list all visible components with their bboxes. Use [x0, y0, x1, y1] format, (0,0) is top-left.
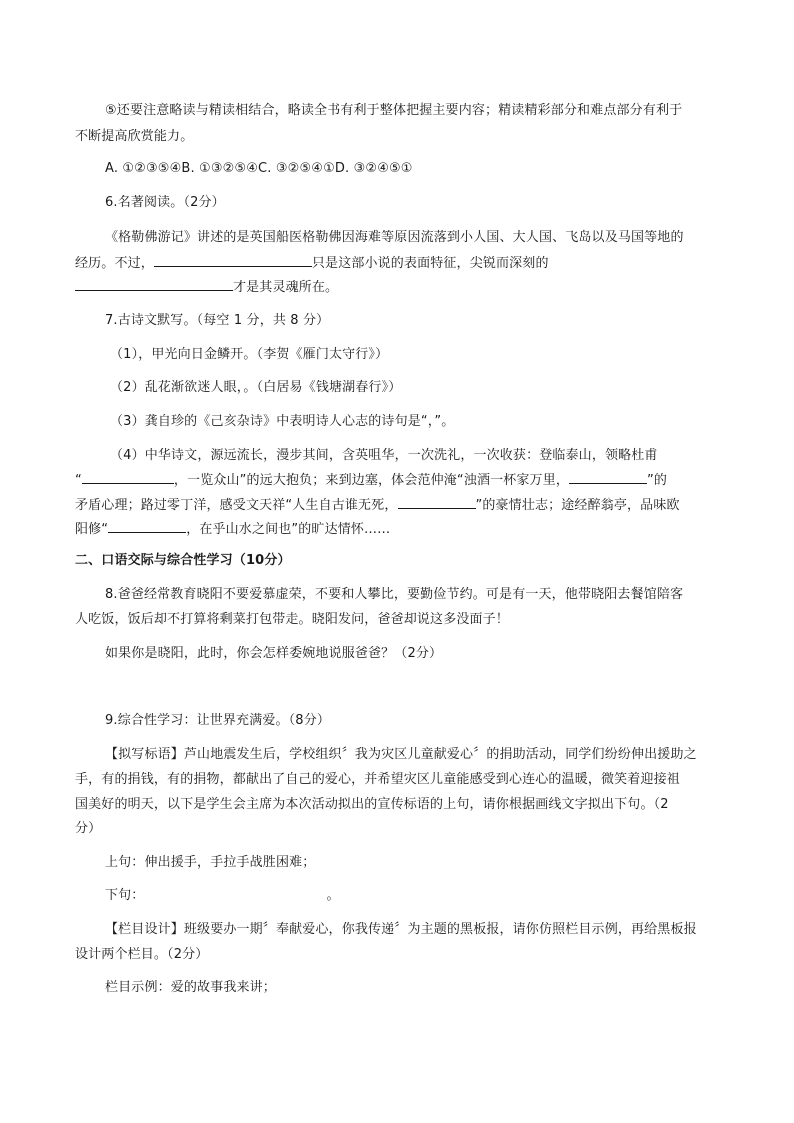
q9-p1-line-1: 【拟写标语】芦山地震发生后，学校组织〞我为灾区儿童献爱心〞的捐助活动，同学们纷纷伸出援助之 [105, 747, 697, 762]
answer-blank[interactable] [108, 519, 186, 533]
q7-item-4-line-2-text-c: ”的 [647, 473, 668, 488]
q7-item-4-line-2-text-b: ，一览众山”的远大抱负；来到边塞，体会范仲淹“浊酒一杯家万里， [173, 473, 570, 488]
q9-lower-end: 。 [326, 888, 340, 903]
q6-line-3-text: 才是其灵魂所在。 [233, 280, 339, 295]
answer-blank[interactable] [154, 253, 312, 267]
q7-item-4-line-4-text-a: 阳修“ [75, 522, 109, 537]
q9-lower-label: 下句： [105, 888, 145, 903]
q7-item-4-line-2 [75, 470, 667, 491]
answer-blank[interactable] [569, 470, 647, 484]
q7-item-2: （2）乱花渐欲迷人眼，。（白居易《钱塘湖春行》） [110, 380, 402, 395]
q7-item-4-line-4-text-b: ，在乎山水之间也”的旷达情怀…… [186, 522, 391, 537]
q9-p1-line-4: 分） [75, 821, 102, 836]
answer-blank[interactable] [75, 277, 233, 291]
q6-line-1: 《格勒佛游记》讲述的是英国船医格勒佛因海难等原因流落到小人国、大人国、飞岛以及马国等地的 [105, 230, 684, 245]
q7-item-4-line-4 [75, 519, 390, 540]
answer-blank[interactable] [82, 470, 174, 484]
q7-item-1: （1），甲光向日金鳞开。（李贺《雁门太守行》） [110, 347, 389, 362]
q6-line-2 [75, 253, 549, 274]
q9-p2-line-2: 设计两个栏目。（2分） [75, 947, 209, 962]
q5-options: A. ①②③⑤④B. ①③②⑤④C. ③②⑤④①D. ③②④⑤① [105, 161, 413, 176]
answer-blank[interactable] [398, 495, 476, 509]
q6-title: 6.名著阅读。（2分） [105, 195, 225, 210]
q8-line-1: 8.爸爸经常教育晓阳不要爱慕虚荣，不要和人攀比，要勤俭节约。可是有一天，他带晓阳去餐馆陪客 [105, 587, 684, 602]
q9-example: 栏目示例：爱的故事我来讲； [105, 980, 276, 995]
q8-line-3: 如果你是晓阳，此时，你会怎样委婉地说服爸爸？（2分） [105, 646, 443, 661]
q5-line-1: ⑤还要注意略读与精读相结合，略读全书有利于整体把握主要内容；精读精彩部分和难点部分有利于 [105, 103, 683, 118]
q7-item-4-line-3-text-a: 矛盾心理；路过零丁洋，感受文天祥“人生自古谁无死， [75, 498, 398, 513]
q7-item-4-line-1: （4）中华诗文，源远流长，漫步其间，含英咀华，一次洗礼，一次收获：登临泰山，领略杜甫 [110, 448, 658, 463]
q9-lower-line [105, 886, 340, 906]
q8-line-2: 人吃饭，饭后却不打算将剩菜打包带走。晓阳发问，爸爸却说这多没面子！ [75, 612, 509, 627]
q6-line-2-text-a: 经历。不过， [75, 256, 154, 271]
q7-item-4-line-3 [75, 495, 680, 516]
q9-p1-line-3: 国美好的明天，以下是学生会主席为本次活动拟出的宣传标语的上句，请你根据画线文字拟出下句。（2 [75, 797, 669, 812]
q6-line-2-text-b: 只是这部小说的表面特征，尖锐而深刻的 [311, 256, 549, 271]
q7-item-4-line-3-text-b: ”的豪情壮志；途经醉翁亭，品味欧 [475, 498, 680, 513]
q7-item-4-line-2-text-a: “ [75, 473, 82, 488]
q9-upper-line: 上句：伸出援手，手拉手战胜困难； [105, 855, 316, 870]
section-2-heading: 二、口语交际与综合性学习（10分） [75, 553, 291, 568]
q5-line-2: 不断提高欣赏能力。 [75, 129, 194, 144]
q9-title: 9.综合性学习：让世界充满爱。（8分） [105, 713, 331, 728]
q9-p1-line-2: 手，有的捐钱，有的捐物，都献出了自己的爱心，并希望灾区儿童能感受到心连心的温暖，微笑着迎接祖 [75, 772, 680, 787]
q6-line-3 [75, 277, 338, 298]
q9-p2-line-1: 【栏目设计】班级要办一期〞奉献爱心，你我传递〞为主题的黑板报，请你仿照栏目示例，再给黑板报 [105, 922, 697, 937]
q7-title: 7.古诗文默写。（每空 1 分，共 8 分） [105, 313, 330, 328]
q7-item-3: （3）龚自珍的《己亥杂诗》中表明诗人心志的诗句是“，”。 [110, 414, 455, 429]
